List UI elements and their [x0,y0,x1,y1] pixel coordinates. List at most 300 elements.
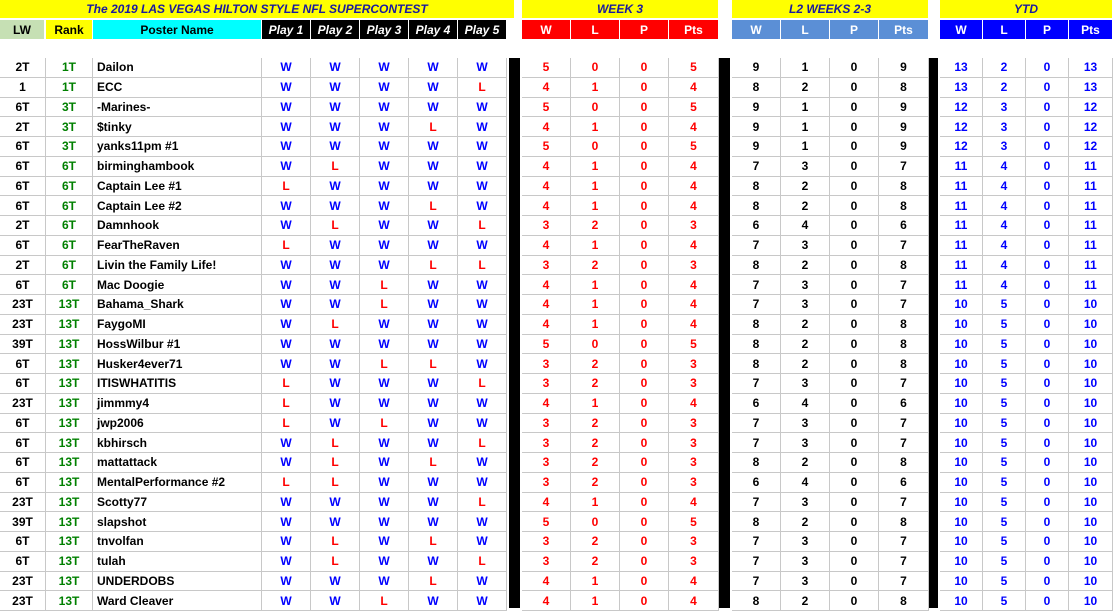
row-play-3: W [360,137,409,157]
week-title: WEEK 3 [522,0,718,18]
row-poster-name: $tinky [93,117,262,137]
row-rank: 13T [46,433,93,453]
row-play-4: L [409,196,458,216]
col-header-rank: Rank [46,20,92,39]
row-ytd-l: 5 [983,572,1026,592]
row-play-2: L [311,433,360,453]
row-ytd-p: 0 [1026,98,1069,118]
row-week-p: 0 [620,591,669,611]
row-ytd-w: 10 [940,433,983,453]
row-play-3: W [360,512,409,532]
row-l2-p: 0 [830,78,879,98]
row-play-2: W [311,335,360,355]
row-ytd-p: 0 [1026,315,1069,335]
row-week-l: 1 [571,591,620,611]
row-week-pts: 5 [669,335,719,355]
row-l2-pts: 7 [879,493,929,513]
row-week-pts: 4 [669,394,719,414]
row-play-5: W [458,137,507,157]
row-week-pts: 5 [669,98,719,118]
row-play-1: L [262,394,311,414]
row-week-w: 5 [522,98,571,118]
row-week-p: 0 [620,236,669,256]
row-week-p: 0 [620,473,669,493]
row-week-l: 1 [571,117,620,137]
row-lw: 2T [0,256,46,276]
row-l2-l: 2 [781,256,830,276]
row-play-5: W [458,473,507,493]
row-week-pts: 5 [669,58,719,78]
row-play-1: L [262,473,311,493]
ytd-title: YTD [940,0,1112,18]
row-play-1: W [262,58,311,78]
row-play-3: L [360,295,409,315]
row-play-4: W [409,275,458,295]
row-lw: 6T [0,552,46,572]
row-ytd-w: 10 [940,473,983,493]
row-play-3: W [360,256,409,276]
row-ytd-w: 10 [940,453,983,473]
row-l2-w: 7 [732,157,781,177]
row-rank: 13T [46,394,93,414]
row-rank: 13T [46,453,93,473]
row-l2-l: 3 [781,157,830,177]
row-ytd-pts: 10 [1069,315,1113,335]
row-week-l: 1 [571,177,620,197]
row-play-5: W [458,177,507,197]
row-week-pts: 3 [669,433,719,453]
col-header-week-p: P [620,20,668,39]
row-l2-p: 0 [830,394,879,414]
row-week-pts: 4 [669,295,719,315]
row-lw: 39T [0,512,46,532]
row-ytd-w: 10 [940,532,983,552]
row-l2-pts: 7 [879,236,929,256]
row-ytd-p: 0 [1026,433,1069,453]
row-play-4: L [409,532,458,552]
row-lw: 23T [0,591,46,611]
row-week-w: 4 [522,315,571,335]
row-ytd-w: 11 [940,196,983,216]
row-lw: 6T [0,532,46,552]
row-week-l: 2 [571,453,620,473]
row-week-pts: 4 [669,196,719,216]
row-l2-pts: 7 [879,414,929,434]
row-ytd-w: 10 [940,295,983,315]
row-week-pts: 3 [669,414,719,434]
row-l2-pts: 6 [879,216,929,236]
row-ytd-pts: 11 [1069,216,1113,236]
row-l2-pts: 8 [879,354,929,374]
row-play-2: W [311,275,360,295]
row-lw: 23T [0,493,46,513]
row-play-3: W [360,552,409,572]
row-ytd-p: 0 [1026,493,1069,513]
row-week-l: 1 [571,236,620,256]
row-ytd-p: 0 [1026,58,1069,78]
row-l2-l: 3 [781,433,830,453]
row-lw: 23T [0,572,46,592]
row-poster-name: Captain Lee #2 [93,196,262,216]
row-lw: 2T [0,216,46,236]
row-l2-pts: 7 [879,433,929,453]
row-l2-pts: 8 [879,315,929,335]
row-play-5: W [458,591,507,611]
row-play-4: W [409,512,458,532]
row-l2-pts: 6 [879,473,929,493]
row-play-4: W [409,552,458,572]
row-l2-p: 0 [830,493,879,513]
row-week-l: 0 [571,98,620,118]
row-ytd-p: 0 [1026,532,1069,552]
row-play-2: W [311,117,360,137]
row-week-w: 5 [522,137,571,157]
row-week-w: 4 [522,591,571,611]
row-l2-p: 0 [830,572,879,592]
row-play-1: W [262,493,311,513]
row-poster-name: tnvolfan [93,532,262,552]
row-play-2: L [311,473,360,493]
row-l2-l: 1 [781,117,830,137]
row-week-pts: 3 [669,552,719,572]
row-rank: 13T [46,512,93,532]
row-l2-l: 2 [781,177,830,197]
row-l2-w: 7 [732,552,781,572]
row-l2-w: 9 [732,137,781,157]
row-play-4: W [409,78,458,98]
row-poster-name: Scotty77 [93,493,262,513]
row-l2-l: 3 [781,236,830,256]
row-ytd-l: 5 [983,473,1026,493]
row-poster-name: tulah [93,552,262,572]
row-week-w: 3 [522,414,571,434]
row-play-1: W [262,315,311,335]
row-ytd-l: 5 [983,414,1026,434]
row-l2-l: 1 [781,98,830,118]
row-ytd-w: 10 [940,414,983,434]
row-week-pts: 4 [669,315,719,335]
row-ytd-w: 10 [940,493,983,513]
section-divider-ytd [928,58,938,608]
row-l2-pts: 7 [879,374,929,394]
row-week-pts: 4 [669,572,719,592]
col-header-lw: LW [0,20,44,39]
row-poster-name: mattattack [93,453,262,473]
row-ytd-w: 12 [940,137,983,157]
col-header-l2-pts: Pts [879,20,928,39]
row-ytd-w: 12 [940,98,983,118]
row-play-2: W [311,137,360,157]
row-lw: 6T [0,137,46,157]
row-play-1: W [262,98,311,118]
row-play-2: W [311,591,360,611]
contest-title: The 2019 LAS VEGAS HILTON STYLE NFL SUPERCONTEST [0,0,514,18]
row-play-2: W [311,177,360,197]
row-rank: 13T [46,591,93,611]
row-week-w: 3 [522,374,571,394]
row-week-w: 4 [522,394,571,414]
row-ytd-pts: 10 [1069,295,1113,315]
row-ytd-l: 5 [983,493,1026,513]
row-lw: 2T [0,58,46,78]
row-poster-name: kbhirsch [93,433,262,453]
row-lw: 6T [0,453,46,473]
row-lw: 6T [0,414,46,434]
row-play-4: L [409,453,458,473]
row-lw: 6T [0,354,46,374]
row-play-3: W [360,117,409,137]
row-play-5: W [458,453,507,473]
row-play-4: W [409,433,458,453]
col-header-ytd-w: W [940,20,982,39]
row-rank: 13T [46,374,93,394]
row-ytd-p: 0 [1026,117,1069,137]
row-lw: 6T [0,177,46,197]
row-play-2: W [311,78,360,98]
row-ytd-w: 10 [940,374,983,394]
row-play-4: W [409,236,458,256]
row-play-3: W [360,374,409,394]
row-week-l: 0 [571,512,620,532]
row-week-l: 1 [571,78,620,98]
row-l2-pts: 8 [879,256,929,276]
row-week-pts: 4 [669,275,719,295]
row-week-pts: 4 [669,493,719,513]
row-play-5: W [458,98,507,118]
row-week-pts: 5 [669,137,719,157]
row-l2-p: 0 [830,473,879,493]
row-ytd-l: 5 [983,354,1026,374]
row-ytd-p: 0 [1026,335,1069,355]
row-play-5: W [458,196,507,216]
row-ytd-p: 0 [1026,591,1069,611]
row-l2-p: 0 [830,512,879,532]
col-header-play-1: Play 1 [262,20,310,39]
row-play-2: W [311,374,360,394]
row-week-w: 4 [522,572,571,592]
row-l2-p: 0 [830,256,879,276]
row-week-w: 4 [522,117,571,137]
row-week-l: 0 [571,137,620,157]
row-rank: 6T [46,275,93,295]
row-week-w: 4 [522,157,571,177]
col-header-play-2: Play 2 [311,20,359,39]
row-play-4: W [409,335,458,355]
row-ytd-l: 5 [983,532,1026,552]
row-poster-name: FaygoMI [93,315,262,335]
col-header-ytd-pts: Pts [1069,20,1112,39]
row-ytd-w: 11 [940,177,983,197]
row-play-3: W [360,177,409,197]
row-play-1: W [262,512,311,532]
row-play-1: W [262,572,311,592]
row-play-1: W [262,137,311,157]
row-ytd-w: 10 [940,394,983,414]
row-l2-pts: 8 [879,335,929,355]
row-poster-name: Damnhook [93,216,262,236]
row-lw: 6T [0,196,46,216]
row-ytd-pts: 10 [1069,552,1113,572]
row-ytd-p: 0 [1026,295,1069,315]
row-play-4: W [409,58,458,78]
row-week-l: 1 [571,394,620,414]
row-l2-p: 0 [830,532,879,552]
row-l2-p: 0 [830,433,879,453]
row-play-1: W [262,335,311,355]
row-week-w: 4 [522,177,571,197]
row-ytd-pts: 13 [1069,78,1113,98]
row-week-p: 0 [620,177,669,197]
row-play-5: W [458,295,507,315]
row-week-l: 2 [571,216,620,236]
row-l2-l: 2 [781,453,830,473]
row-play-5: W [458,315,507,335]
row-play-3: W [360,394,409,414]
row-week-pts: 4 [669,236,719,256]
row-poster-name: HossWilbur #1 [93,335,262,355]
row-ytd-l: 4 [983,275,1026,295]
row-poster-name: yanks11pm #1 [93,137,262,157]
row-l2-l: 3 [781,572,830,592]
row-ytd-pts: 10 [1069,473,1113,493]
row-week-w: 3 [522,453,571,473]
row-week-pts: 3 [669,374,719,394]
col-header-l2-p: P [830,20,878,39]
row-ytd-w: 13 [940,58,983,78]
row-l2-w: 8 [732,315,781,335]
row-ytd-pts: 11 [1069,177,1113,197]
row-play-1: L [262,236,311,256]
row-rank: 13T [46,532,93,552]
row-ytd-pts: 10 [1069,374,1113,394]
row-week-l: 1 [571,493,620,513]
col-header-week-w: W [522,20,570,39]
row-l2-w: 9 [732,117,781,137]
row-week-p: 0 [620,394,669,414]
row-play-2: W [311,256,360,276]
col-header-week-l: L [571,20,619,39]
row-l2-pts: 9 [879,117,929,137]
row-lw: 6T [0,473,46,493]
row-ytd-p: 0 [1026,196,1069,216]
row-l2-w: 8 [732,591,781,611]
row-play-2: W [311,236,360,256]
col-header-week-pts: Pts [669,20,718,39]
row-ytd-l: 4 [983,256,1026,276]
row-play-3: W [360,572,409,592]
row-l2-p: 0 [830,98,879,118]
row-l2-w: 7 [732,374,781,394]
row-play-5: W [458,335,507,355]
row-poster-name: Dailon [93,58,262,78]
row-play-5: L [458,256,507,276]
row-ytd-w: 10 [940,512,983,532]
row-play-4: W [409,414,458,434]
row-ytd-l: 4 [983,177,1026,197]
row-play-3: W [360,216,409,236]
row-week-p: 0 [620,552,669,572]
row-week-w: 3 [522,216,571,236]
row-poster-name: Ward Cleaver [93,591,262,611]
row-l2-w: 6 [732,216,781,236]
row-play-1: W [262,354,311,374]
row-rank: 13T [46,414,93,434]
row-play-5: L [458,78,507,98]
row-week-w: 5 [522,512,571,532]
row-poster-name: Livin the Family Life! [93,256,262,276]
row-week-p: 0 [620,433,669,453]
row-play-5: L [458,433,507,453]
row-week-l: 2 [571,433,620,453]
row-play-4: L [409,354,458,374]
row-l2-pts: 7 [879,552,929,572]
row-rank: 6T [46,177,93,197]
row-play-4: W [409,295,458,315]
row-l2-l: 3 [781,374,830,394]
row-week-w: 4 [522,196,571,216]
row-l2-l: 3 [781,532,830,552]
row-play-5: L [458,374,507,394]
row-week-pts: 3 [669,216,719,236]
row-l2-p: 0 [830,295,879,315]
row-l2-pts: 8 [879,453,929,473]
row-play-3: W [360,157,409,177]
row-poster-name: FearTheRaven [93,236,262,256]
l2-weeks-title: L2 WEEKS 2-3 [732,0,928,18]
row-week-w: 4 [522,236,571,256]
row-l2-l: 4 [781,216,830,236]
row-play-3: L [360,354,409,374]
row-play-1: W [262,117,311,137]
row-play-3: W [360,532,409,552]
row-ytd-p: 0 [1026,216,1069,236]
row-ytd-p: 0 [1026,157,1069,177]
row-play-3: W [360,196,409,216]
row-l2-w: 8 [732,196,781,216]
row-rank: 13T [46,493,93,513]
row-l2-p: 0 [830,275,879,295]
row-ytd-l: 5 [983,591,1026,611]
row-ytd-w: 10 [940,335,983,355]
section-divider-week [509,58,520,608]
row-week-p: 0 [620,315,669,335]
row-ytd-pts: 10 [1069,532,1113,552]
row-l2-w: 8 [732,335,781,355]
row-ytd-p: 0 [1026,453,1069,473]
row-ytd-w: 10 [940,552,983,572]
row-play-1: W [262,453,311,473]
row-l2-pts: 7 [879,275,929,295]
row-l2-pts: 9 [879,98,929,118]
row-ytd-p: 0 [1026,552,1069,572]
row-poster-name: ECC [93,78,262,98]
row-ytd-pts: 10 [1069,591,1113,611]
row-l2-l: 4 [781,394,830,414]
row-l2-w: 6 [732,473,781,493]
row-rank: 6T [46,157,93,177]
row-play-5: W [458,58,507,78]
row-play-4: L [409,256,458,276]
row-play-3: L [360,591,409,611]
row-play-4: W [409,177,458,197]
row-l2-p: 0 [830,335,879,355]
row-poster-name: MentalPerformance #2 [93,473,262,493]
row-play-4: W [409,493,458,513]
row-week-w: 3 [522,532,571,552]
row-ytd-p: 0 [1026,256,1069,276]
row-ytd-p: 0 [1026,473,1069,493]
row-play-4: W [409,591,458,611]
